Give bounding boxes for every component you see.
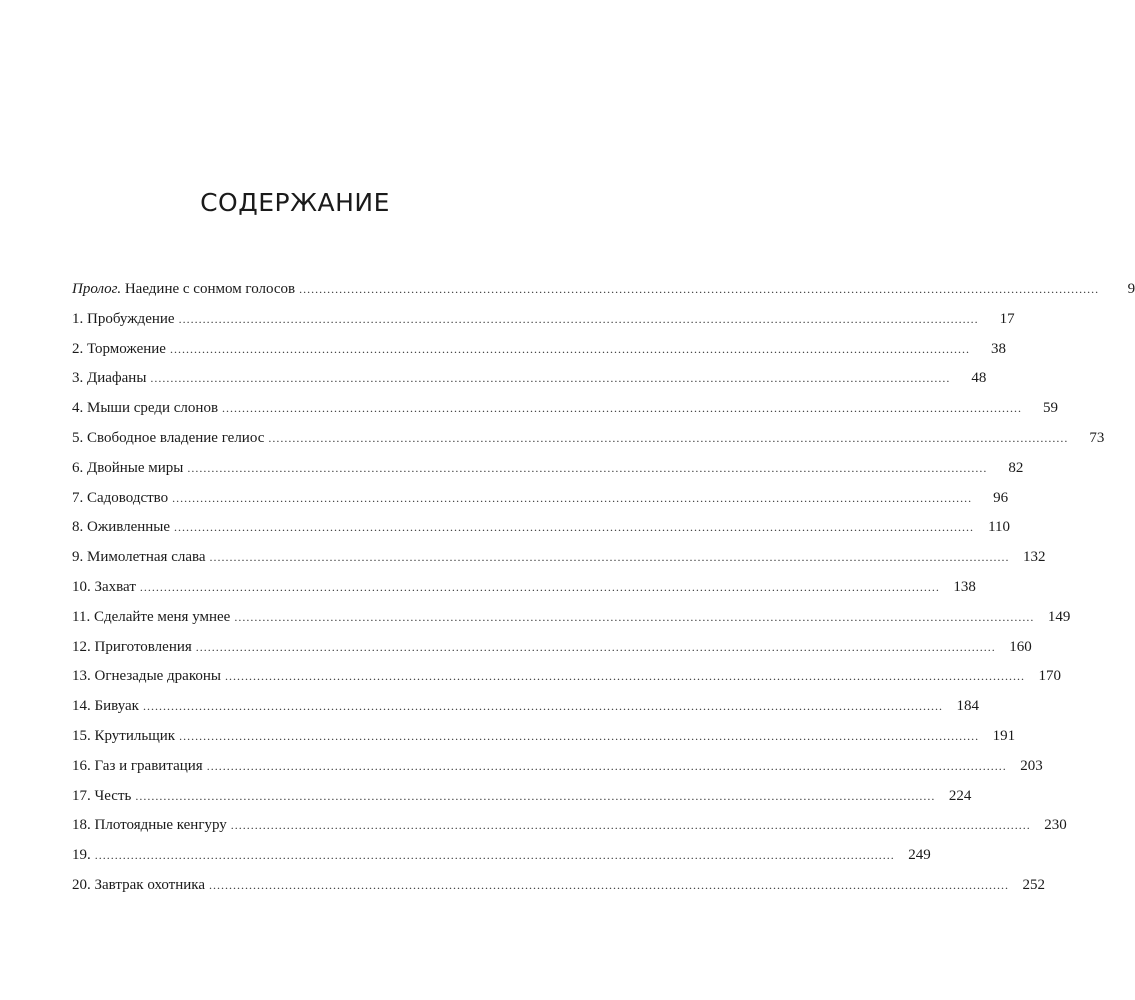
toc-entry-label bbox=[72, 281, 295, 298]
toc-entry-title: 7. Садоводство bbox=[72, 489, 169, 506]
dot-leader: ........................................................................................................................................................................................................ bbox=[299, 282, 1100, 296]
toc-entry-page: 160 bbox=[1009, 638, 1032, 655]
dot-leader: ........................................................................................................................................................................................................ bbox=[178, 311, 979, 326]
toc-entry bbox=[72, 549, 1046, 579]
dot-leader: ........................................................................................................................................................................................................ bbox=[142, 699, 943, 714]
toc-entry-page: 17 bbox=[999, 310, 1015, 327]
toc-entry bbox=[72, 281, 1135, 311]
toc-entry bbox=[72, 578, 976, 609]
toc-entry-page: 149 bbox=[1047, 608, 1071, 625]
toc-entry-title: 10. Захват bbox=[72, 578, 136, 595]
toc-entry bbox=[72, 459, 1024, 490]
toc-entry bbox=[72, 847, 931, 877]
dot-leader: ........................................................................................................................................................................................................ bbox=[179, 728, 980, 743]
dot-leader: ........................................................................................................................................................................................................ bbox=[268, 430, 1069, 445]
dot-leader: ........................................................................................................................................................................................................ bbox=[222, 401, 1023, 416]
toc-entry bbox=[72, 519, 1011, 549]
toc-entry-page: 82 bbox=[1008, 459, 1024, 476]
toc-entry-page: 249 bbox=[908, 847, 931, 864]
dot-leader: ........................................................................................................................................................................................................ bbox=[187, 460, 988, 475]
toc-entry-prefix: Пролог. bbox=[72, 281, 122, 297]
toc-entry-title: 17. Честь bbox=[72, 787, 132, 804]
toc-entry-title: 20. Завтрак охотника bbox=[72, 876, 206, 893]
toc-entry-title: 13. Огнезадые драконы bbox=[72, 668, 221, 685]
toc-entry bbox=[72, 340, 1006, 371]
dot-leader: ........................................................................................................................................................................................................ bbox=[195, 639, 996, 654]
toc-entry bbox=[72, 370, 987, 400]
dot-leader: ........................................................................................................................................................................................................ bbox=[230, 818, 1031, 833]
toc-entry-page: 184 bbox=[956, 698, 979, 715]
toc-entry-page: 73 bbox=[1089, 429, 1105, 446]
toc-entry-title: Наедине с сонмом голосов bbox=[124, 281, 296, 297]
dot-leader: ........................................................................................................................................................................................................ bbox=[94, 848, 895, 863]
dot-leader: ........................................................................................................................................................................................................ bbox=[174, 520, 975, 535]
toc-entry bbox=[72, 400, 1059, 430]
dot-leader: ........................................................................................................................................................................................................ bbox=[209, 550, 1010, 565]
toc-entry-title: 1. Пробуждение bbox=[72, 310, 175, 327]
toc-entry bbox=[72, 310, 1015, 341]
toc-entry-page: 9 bbox=[1127, 281, 1135, 297]
toc-entry-page: 138 bbox=[953, 578, 976, 595]
toc-entry-title: 4. Мыши среди слонов bbox=[72, 400, 219, 417]
toc-entry bbox=[72, 429, 1105, 460]
dot-leader: ........................................................................................................................................................................................................ bbox=[224, 669, 1025, 684]
dot-leader: ........................................................................................................................................................................................................ bbox=[209, 877, 1010, 892]
toc-entry-title: 6. Двойные миры bbox=[72, 459, 184, 476]
toc-entry-page: 132 bbox=[1023, 549, 1046, 566]
toc-entry-title: 8. Оживленные bbox=[72, 519, 171, 536]
toc-entry-title: 18. Плотоядные кенгуру bbox=[72, 817, 227, 834]
dot-leader: ........................................................................................................................................................................................................ bbox=[139, 579, 940, 594]
toc-entry-page: 38 bbox=[990, 340, 1006, 357]
toc-entry-title: 9. Мимолетная слава bbox=[72, 549, 206, 566]
toc-entry-page: 170 bbox=[1038, 668, 1061, 685]
toc-entry-title: 5. Свободное владение гелиос bbox=[72, 429, 265, 446]
table-of-contents bbox=[72, 281, 1135, 907]
toc-entry bbox=[72, 876, 1046, 907]
toc-entry-page: 48 bbox=[971, 370, 987, 387]
toc-entry-title: 12. Приготовления bbox=[72, 638, 192, 655]
dot-leader: ........................................................................................................................................................................................................ bbox=[172, 490, 973, 505]
toc-entry bbox=[72, 727, 1016, 758]
dot-leader: ........................................................................................................................................................................................................ bbox=[150, 371, 951, 386]
toc-entry-title: 19. bbox=[72, 847, 91, 864]
toc-entry-page: 191 bbox=[992, 727, 1016, 744]
toc-entry-title: 15. Крутильщик bbox=[72, 727, 176, 744]
toc-entry-page: 110 bbox=[988, 519, 1011, 536]
toc-entry bbox=[72, 608, 1071, 639]
toc-entry bbox=[72, 817, 1067, 847]
toc-entry-title: 2. Торможение bbox=[72, 340, 166, 357]
toc-entry-page: 230 bbox=[1044, 817, 1067, 834]
toc-entry-page: 59 bbox=[1043, 400, 1059, 417]
dot-leader: ........................................................................................................................................................................................................ bbox=[234, 609, 1035, 624]
dot-leader: ........................................................................................................................................................................................................ bbox=[135, 788, 936, 803]
toc-entry bbox=[72, 668, 1061, 698]
toc-entry-title: 11. Сделайте меня умнее bbox=[72, 608, 231, 625]
toc-entry bbox=[72, 787, 972, 818]
toc-entry-page: 252 bbox=[1022, 876, 1046, 893]
toc-entry-page: 203 bbox=[1020, 757, 1043, 774]
toc-entry-title: 16. Газ и гравитация bbox=[72, 757, 203, 774]
dot-leader: ........................................................................................................................................................................................................ bbox=[206, 758, 1007, 773]
page-title: СОДЕРЖАНИЕ bbox=[200, 188, 390, 217]
toc-entry-page: 224 bbox=[948, 787, 972, 804]
toc-entry bbox=[72, 638, 1032, 669]
toc-entry-page: 96 bbox=[993, 489, 1009, 506]
dot-leader: ........................................................................................................................................................................................................ bbox=[169, 341, 970, 356]
toc-entry bbox=[72, 757, 1043, 788]
toc-entry bbox=[72, 489, 1009, 520]
toc-entry bbox=[72, 698, 979, 728]
toc-entry-title: 3. Диафаны bbox=[72, 370, 147, 387]
toc-entry-title: 14. Бивуак bbox=[72, 698, 139, 715]
